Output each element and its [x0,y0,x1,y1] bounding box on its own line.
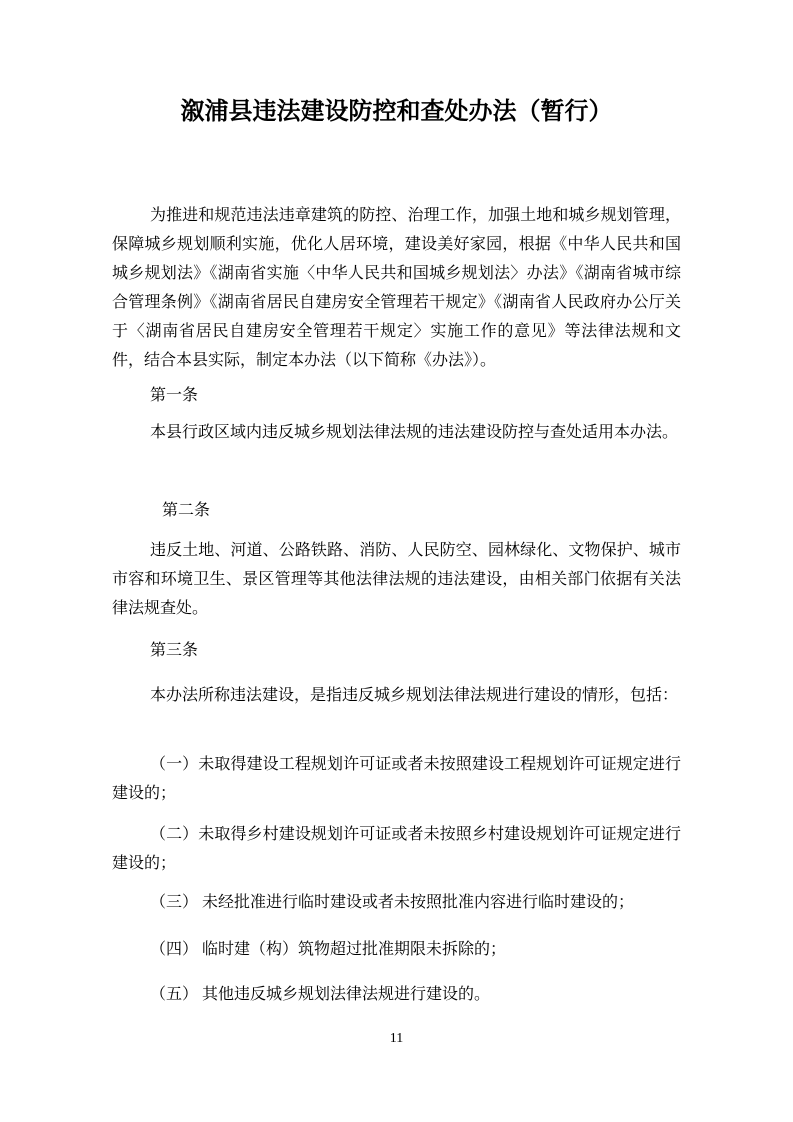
list-item-1: （一）未取得建设工程规划许可证或者未按照建设工程规划许可证规定进行建设的； [112,756,681,802]
article-2-heading: 第二条 [162,502,211,519]
article-3-body: 本办法所称违法建设，是指违反城乡规划法律法规进行建设的情形，包括： [150,687,679,704]
article-3-heading: 第三条 [150,642,199,659]
list-item-5: （五） 其他违反城乡规划法律法规进行建设的。 [150,986,491,1003]
article-1-heading: 第一条 [150,387,199,404]
article-1-body: 本县行政区域内违反城乡规划法律法规的违法建设防控与查处适用本办法。 [150,424,679,441]
article-2-body: 违反土地、河道、公路铁路、消防、人民防空、园林绿化、文物保护、城市市容和环境卫生、景区管理等其他法律法规的违法建设，由相关部门依据有关法律法规查处。 [112,542,681,617]
intro-paragraph: 为推进和规范违法违章建筑的防控、治理工作，加强土地和城乡规划管理，保障城乡规划顺利实施，优化人居环境，建设美好家园，根据《中华人民共和国城乡规划法》《湖南省实施〈中华人民共和国城乡规划法〉办法》《湖南省城市综合管理条例》《湖南省居民自建房安全管理若干规定》《湖南省人民政府办公厅关于〈湖南省居民自建房安全管理若干规定〉实施工作的意见》等法律法规和文件，结合本县实际，制定本办法（以下简称《办法》）。 [112,207,681,369]
page-number: 11 [389,1031,404,1046]
document-title: 溆浦县违法建设防控和查处办法（暂行） [180,99,613,125]
list-item-2: （二）未取得乡村建设规划许可证或者未按照乡村建设规划许可证规定进行建设的； [112,826,681,872]
list-item-4: （四） 临时建（构）筑物超过批准期限未拆除的； [150,941,507,958]
list-item-3: （三） 未经批准进行临时建设或者未按照批准内容进行临时建设的； [150,894,635,911]
